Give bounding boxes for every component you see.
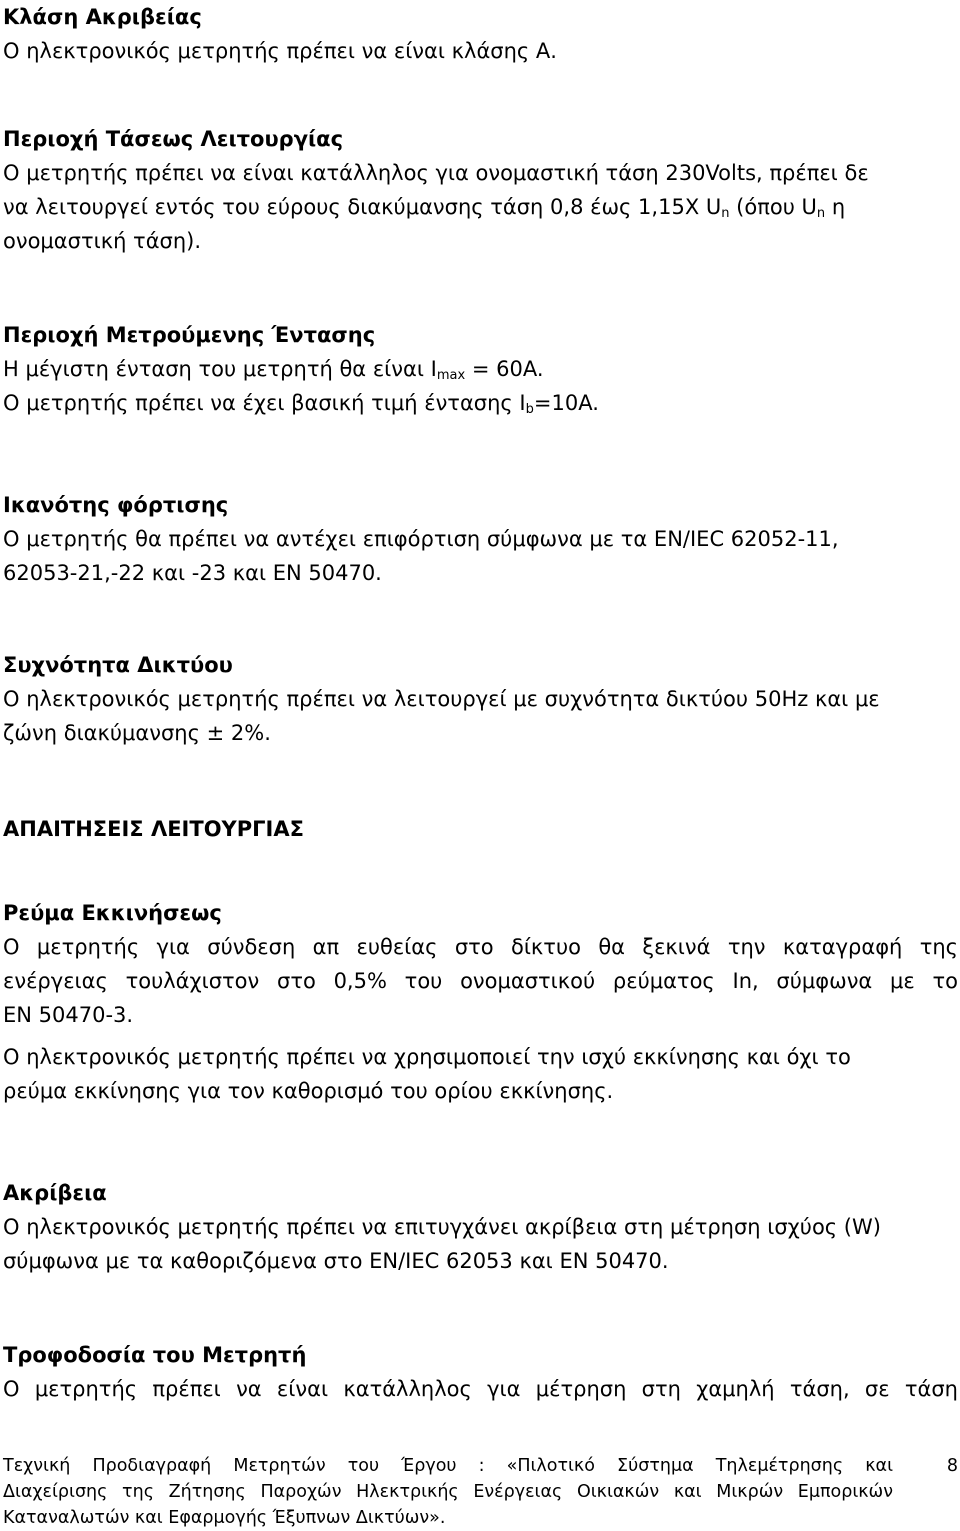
paragraph-line: Ο ηλεκτρονικός μετρητής πρέπει να είναι κλάσης Α.	[3, 39, 557, 63]
section-accuracy-class	[3, 0, 958, 68]
section-title: Περιοχή Τάσεως Λειτουργίας	[3, 127, 344, 151]
section-current-range	[3, 318, 958, 420]
paragraph-line: EN 50470-3.	[3, 1003, 134, 1027]
footer-line: Διαχείρισης της Ζήτησης Παροχών Ηλεκτρικής Ενέργειας Οικιακών και Μικρών Εμπορικών	[3, 1482, 893, 1502]
section-title: Κλάση Ακριβείας	[3, 5, 202, 29]
subscript: n	[816, 206, 826, 221]
section-precision	[3, 1176, 958, 1278]
text-run: η	[825, 195, 846, 219]
page-number: 8	[946, 1456, 958, 1476]
subscript: max	[436, 368, 466, 383]
paragraph-line: σύμφωνα με τα καθοριζόμενα στο EN/IEC 62053 και EN 50470.	[3, 1249, 669, 1273]
subscript: n	[721, 206, 730, 221]
text-run: = 60A.	[465, 357, 544, 381]
page-footer	[3, 1453, 958, 1531]
section-title: Ικανότης φόρτισης	[3, 493, 229, 517]
section-load-capacity	[3, 488, 958, 590]
section-frequency	[3, 648, 958, 750]
section-voltage-range	[3, 122, 958, 258]
paragraph-line: Ο μετρητής πρέπει να είναι κατάλληλος για ονομαστική τάση 230Volts, πρέπει δε	[3, 161, 869, 185]
footer-row	[3, 1453, 958, 1479]
paragraph-line: ζώνη διακύμανσης ± 2%.	[3, 721, 271, 745]
section-title: Ρεύμα Εκκινήσεως	[3, 901, 222, 925]
footer-line: Καταναλωτών και Εφαρμογής Έξυπνων Δικτύων».	[3, 1508, 446, 1528]
paragraph-line: 62053-21,-22 και -23 και EN 50470.	[3, 561, 382, 585]
subscript: b	[525, 402, 534, 417]
section-title: ΑΠΑΙΤΗΣΕΙΣ ΛΕΙΤΟΥΡΓΙΑΣ	[3, 817, 304, 841]
paragraph-line: Ο ηλεκτρονικός μετρητής πρέπει να χρησιμοποιεί την ισχύ εκκίνησης και όχι το	[3, 1045, 851, 1069]
paragraph-line: ονομαστική τάση).	[3, 229, 202, 253]
section-title: Ακρίβεια	[3, 1181, 107, 1205]
paragraph-line	[3, 352, 958, 386]
paragraph-line: ενέργειας τουλάχιστον στο 0,5% του ονομαστικού ρεύματος In, σύμφωνα με το	[3, 969, 958, 993]
paragraph-line: Ο ηλεκτρονικός μετρητής πρέπει να λειτουργεί με συχνότητα δικτύου 50Hz και με	[3, 687, 880, 711]
section-power-supply	[3, 1338, 958, 1406]
paragraph-line: Ο μετρητής πρέπει να είναι κατάλληλος για μέτρηση στη χαμηλή τάση, σε τάση	[3, 1377, 958, 1401]
paragraph-line: ρεύμα εκκίνησης για τον καθορισμό του ορίου εκκίνησης.	[3, 1079, 614, 1103]
footer-line: Τεχνική Προδιαγραφή Μετρητών του Έργου : «Πιλοτικό Σύστημα Τηλεμέτρησης και	[3, 1456, 893, 1476]
text-run: (όπου U	[729, 195, 817, 219]
paragraph-line: Ο μετρητής θα πρέπει να αντέχει επιφόρτιση σύμφωνα με τα EN/IEC 62052-11,	[3, 527, 839, 551]
section-title: Συχνότητα Δικτύου	[3, 653, 233, 677]
text-run: =10A.	[533, 391, 599, 415]
text-run: να λειτουργεί εντός του εύρους διακύμανσης τάση 0,8 έως 1,15Χ U	[3, 195, 722, 219]
footer-row	[3, 1505, 958, 1531]
section-title: Τροφοδοσία του Μετρητή	[3, 1343, 307, 1367]
text-run: Ο μετρητής πρέπει να έχει βασική τιμή έντασης I	[3, 391, 526, 415]
section-starting-current	[3, 896, 958, 1108]
paragraph-line: Ο ηλεκτρονικός μετρητής πρέπει να επιτυγχάνει ακρίβεια στη μέτρηση ισχύος (W)	[3, 1215, 881, 1239]
section-title: Περιοχή Μετρούμενης Έντασης	[3, 323, 376, 347]
paragraph-line	[3, 386, 958, 420]
paragraph-line: Ο μετρητής για σύνδεση απ ευθείας στο δίκτυο θα ξεκινά την καταγραφή της	[3, 935, 958, 959]
text-run: Η μέγιστη ένταση του μετρητή θα είναι I	[3, 357, 437, 381]
footer-row	[3, 1479, 958, 1505]
paragraph-line	[3, 190, 958, 224]
section-requirements	[3, 812, 958, 846]
